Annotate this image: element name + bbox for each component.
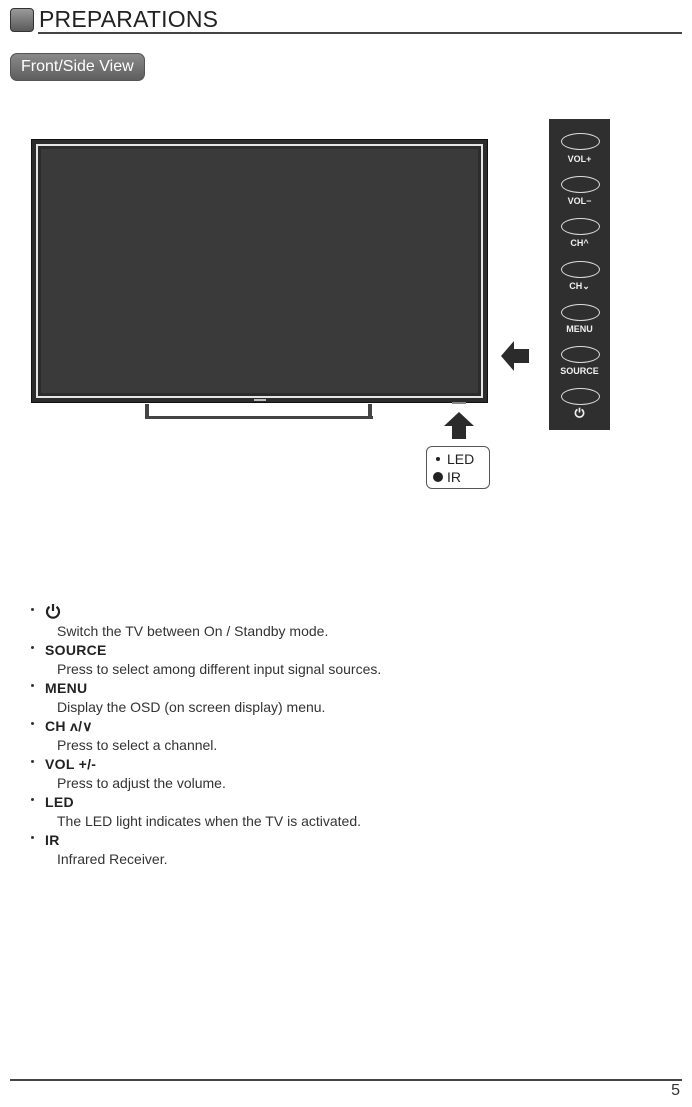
item-description: Press to select a channel. <box>57 737 218 753</box>
list-item-menu <box>28 679 648 717</box>
item-description: Press to adjust the volume. <box>57 775 226 791</box>
list-item-power <box>28 603 648 641</box>
ir-label: IR <box>447 469 461 485</box>
tv-bezel <box>36 144 483 398</box>
bullet-icon <box>31 646 34 649</box>
menu-label: MENU <box>566 324 593 334</box>
led-label: LED <box>447 451 475 467</box>
item-title: CH ʌ/∨ <box>45 718 93 734</box>
tv-logo <box>254 399 266 401</box>
bullet-icon <box>31 722 34 725</box>
arrow-left-stem <box>513 349 529 363</box>
tv-front-illustration <box>31 139 488 403</box>
led-callout-row <box>433 450 474 468</box>
list-item-channel <box>28 717 648 755</box>
section-label: Front/Side View <box>10 53 145 81</box>
source-label: SOURCE <box>560 366 599 376</box>
list-item-ir <box>28 831 648 869</box>
item-title: IR <box>45 832 60 848</box>
item-description: The LED light indicates when the TV is activated. <box>57 813 362 829</box>
ch-down-button <box>561 261 600 278</box>
page-number: 5 <box>671 1082 680 1099</box>
header-rule <box>38 32 682 34</box>
item-title: VOL +/- <box>45 756 97 772</box>
side-control-panel <box>549 119 610 430</box>
button-description-list <box>28 603 648 869</box>
bullet-icon <box>31 608 34 611</box>
bullet-icon <box>31 684 34 687</box>
ir-dot-icon <box>433 472 443 482</box>
power-icon <box>549 407 610 421</box>
list-item-led <box>28 793 648 831</box>
source-button <box>561 346 600 363</box>
tv-screen <box>41 149 478 393</box>
item-description: Display the OSD (on screen display) menu. <box>57 699 326 715</box>
ch-down-label: CH⌄ <box>569 281 590 291</box>
item-title: MENU <box>45 680 88 696</box>
ch-up-button <box>561 218 600 235</box>
item-description: Infrared Receiver. <box>57 851 168 867</box>
item-description: Switch the TV between On / Standby mode. <box>57 623 329 639</box>
page-title: PREPARATIONS <box>39 6 219 32</box>
tv-stand <box>145 416 373 419</box>
arrow-up-stem <box>452 425 466 439</box>
led-ir-callout <box>426 446 490 489</box>
vol-down-button <box>561 176 600 193</box>
vol-up-label: VOL+ <box>567 154 592 164</box>
list-item-volume <box>28 755 648 793</box>
ir-callout-row <box>433 468 461 486</box>
bullet-icon <box>31 760 34 763</box>
item-description: Press to select among different input signal sources. <box>57 661 382 677</box>
item-title: SOURCE <box>45 642 107 658</box>
item-title: LED <box>45 794 74 810</box>
power-button <box>561 388 600 405</box>
list-item-source <box>28 641 648 679</box>
bullet-icon <box>31 798 34 801</box>
ch-up-label: CH^ <box>570 238 589 248</box>
menu-button <box>561 304 600 321</box>
led-window <box>452 402 466 404</box>
power-icon <box>45 603 61 619</box>
header-square-icon <box>10 8 34 32</box>
vol-down-label: VOL− <box>567 196 592 206</box>
arrow-up-icon <box>444 412 474 426</box>
item-title <box>45 603 648 622</box>
bullet-icon <box>31 836 34 839</box>
page-header <box>10 6 682 34</box>
vol-up-button <box>561 133 600 150</box>
led-dot-icon <box>436 457 440 461</box>
footer-rule <box>10 1079 682 1081</box>
